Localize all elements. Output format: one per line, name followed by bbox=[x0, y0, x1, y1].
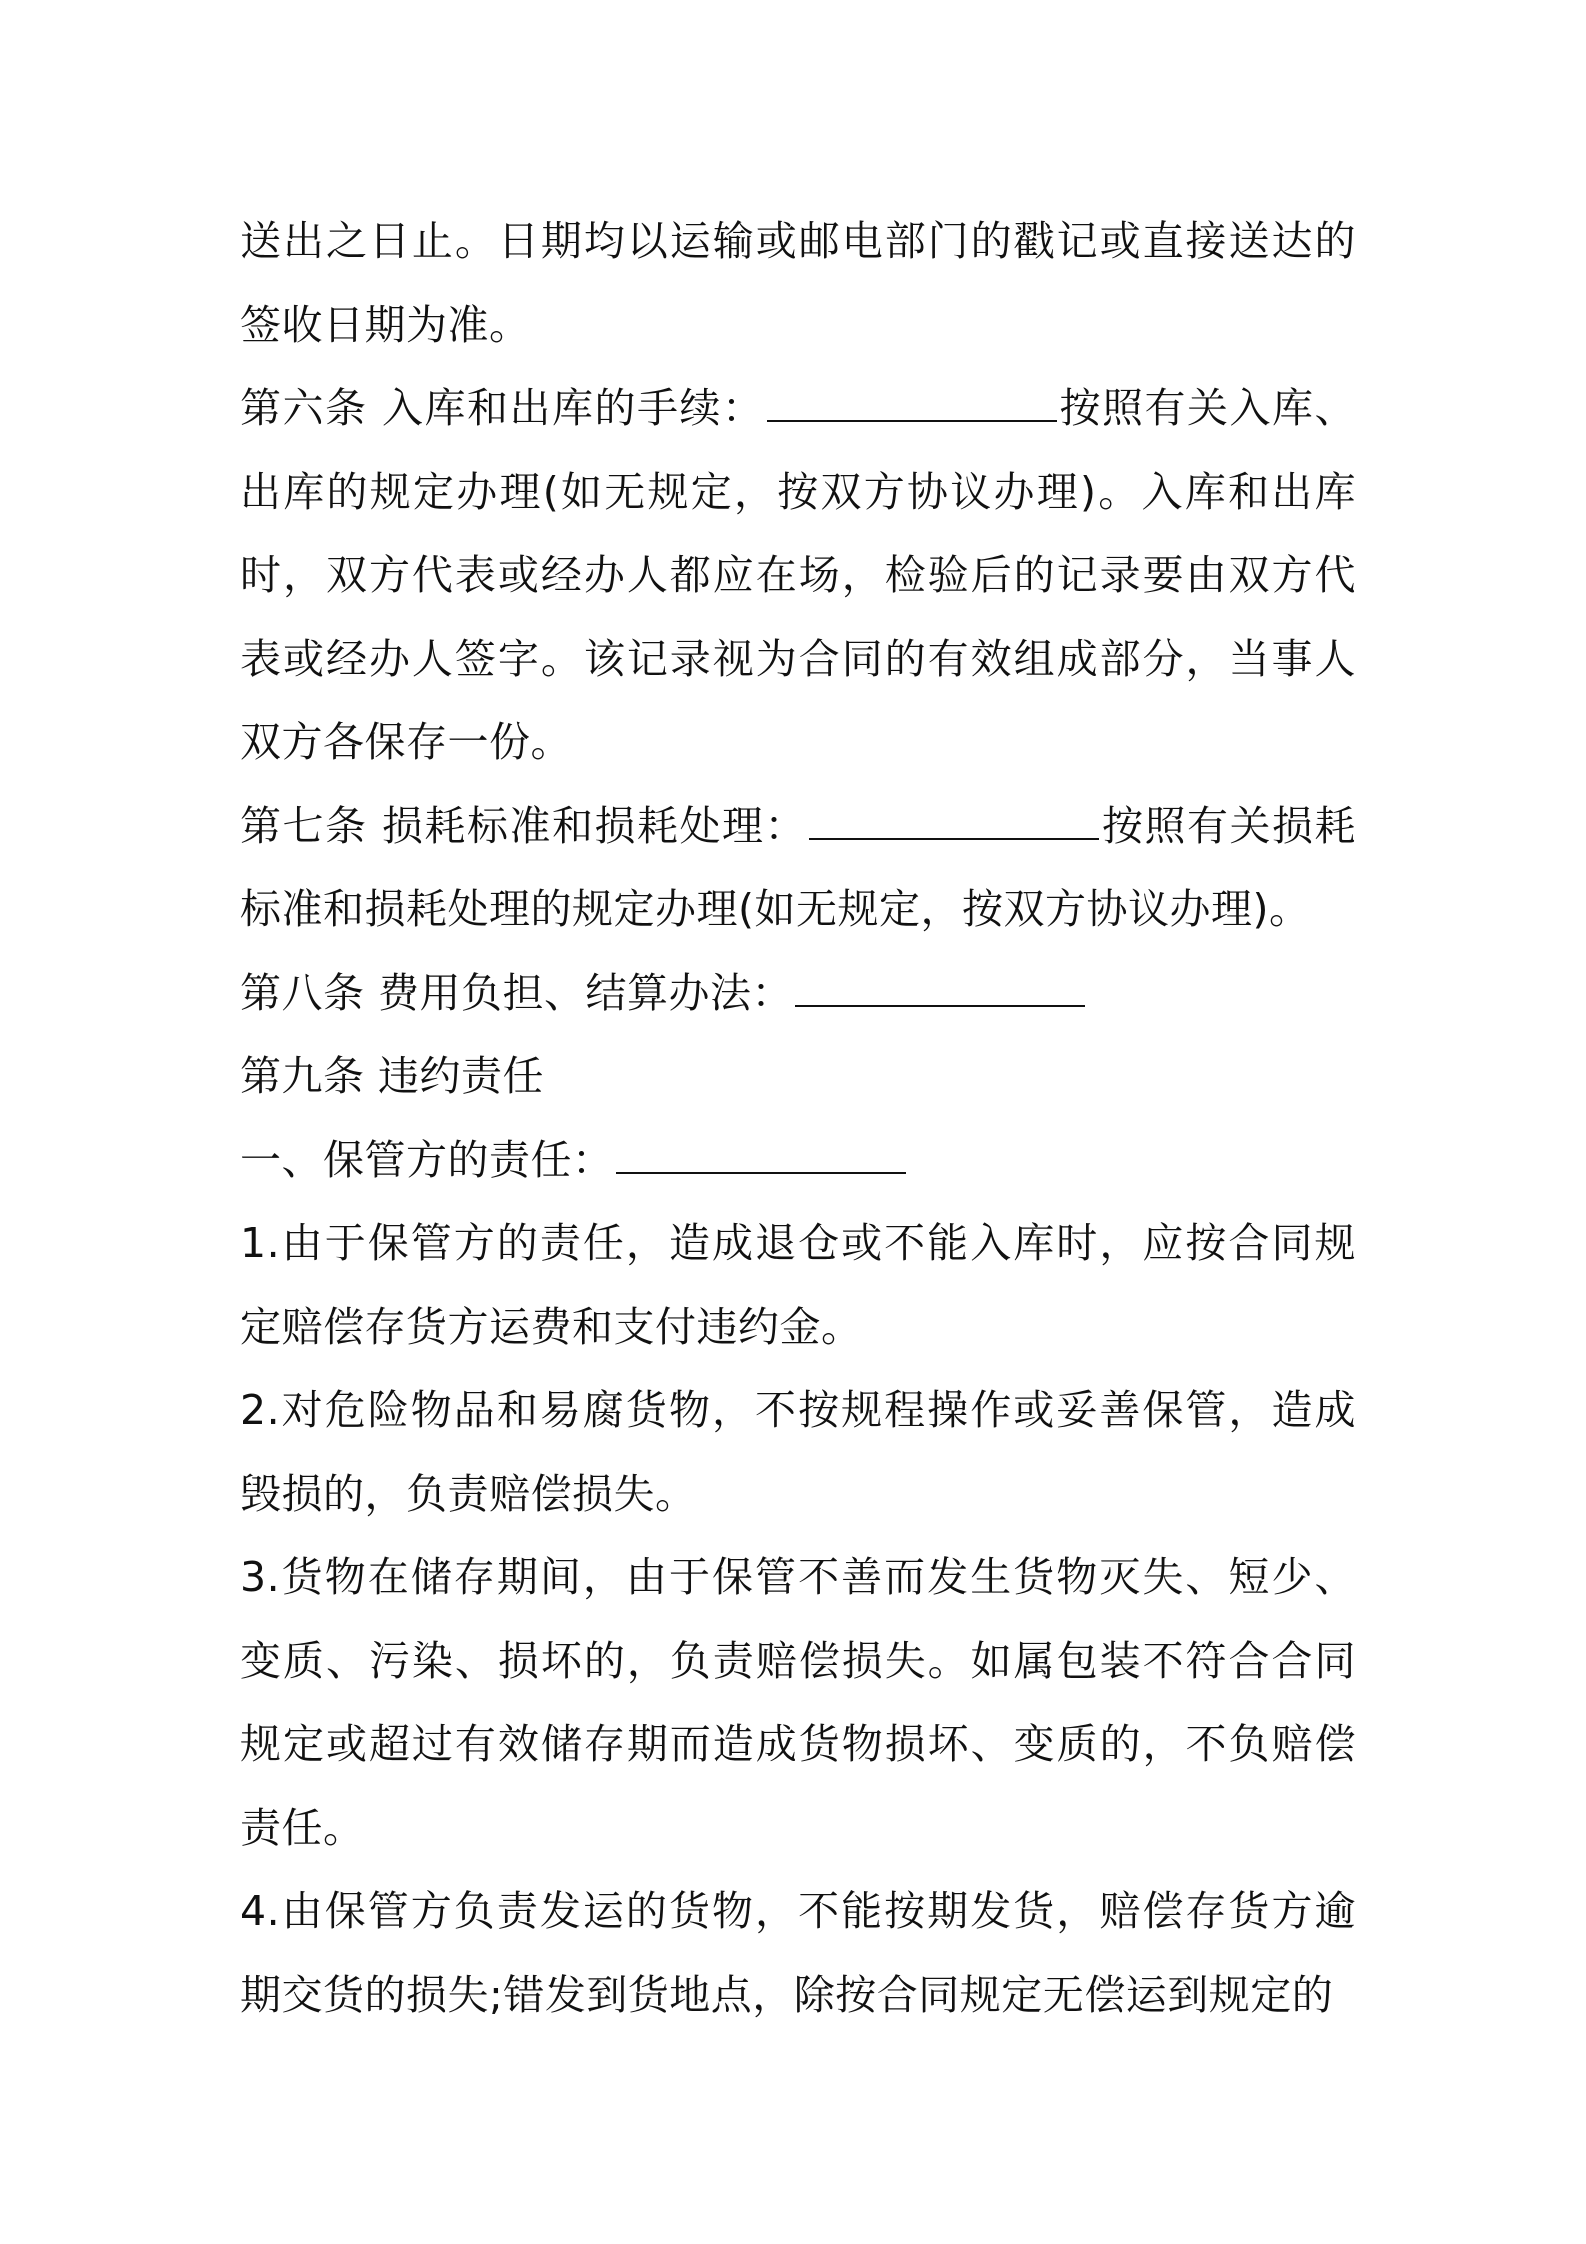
paragraph-continued bbox=[240, 200, 1356, 367]
list-item-2 bbox=[240, 1369, 1356, 1536]
fill-in-blank bbox=[616, 1138, 906, 1174]
article-6 bbox=[240, 367, 1356, 785]
article-8-heading: 第八条 费用负担、结算办法： bbox=[240, 968, 794, 1017]
list-item-text: 3.货物在储存期间，由于保管不善而发生货物灭失、短少、变质、污染、损坏的，负责赔偿损失。如属包装不符合合同规定或超过有效储存期而造成货物损坏、变质的，不负赔偿责任。 bbox=[240, 1553, 1356, 1852]
article-8 bbox=[240, 952, 1356, 1036]
document-body bbox=[240, 200, 1356, 2037]
fill-in-blank bbox=[767, 386, 1057, 422]
list-item-text: 4.由保管方负责发运的货物，不能按期发货，赔偿存货方逾期交货的损失;错发到货地点，除按合同规定无偿运到规定的 bbox=[240, 1887, 1356, 2019]
article-6-text: 按照有关入库、出库的规定办理(如无规定，按双方协议办理)。入库和出库时，双方代表或经办人都应在场，检验后的记录要由双方代表或经办人签字。该记录视为合同的有效组成部分，当事人双方各保存一份。 bbox=[240, 384, 1356, 766]
fill-in-blank bbox=[809, 804, 1099, 840]
article-7-text: 按照有关损耗标准和损耗处理的规定办理(如无规定，按双方协议办理)。 bbox=[240, 801, 1356, 933]
section-1-heading: 一、保管方的责任： bbox=[240, 1135, 614, 1184]
paragraph-text: 送出之日止。日期均以运输或邮电部门的戳记或直接送达的签收日期为准。 bbox=[240, 217, 1356, 349]
article-9-heading: 第九条 违约责任 bbox=[240, 1052, 545, 1100]
section-1 bbox=[240, 1119, 1356, 1203]
list-item-3 bbox=[240, 1536, 1356, 1870]
list-item-1 bbox=[240, 1202, 1356, 1369]
article-7 bbox=[240, 785, 1356, 952]
list-item-4 bbox=[240, 1870, 1356, 2037]
article-9 bbox=[240, 1035, 1356, 1119]
article-6-heading: 第六条 入库和出库的手续： bbox=[240, 384, 765, 432]
list-item-text: 1.由于保管方的责任，造成退仓或不能入库时，应按合同规定赔偿存货方运费和支付违约金。 bbox=[240, 1219, 1356, 1351]
article-7-heading: 第七条 损耗标准和损耗处理： bbox=[240, 801, 807, 850]
fill-in-blank bbox=[795, 971, 1085, 1007]
list-item-text: 2.对危险物品和易腐货物，不按规程操作或妥善保管，造成毁损的，负责赔偿损失。 bbox=[240, 1386, 1356, 1518]
